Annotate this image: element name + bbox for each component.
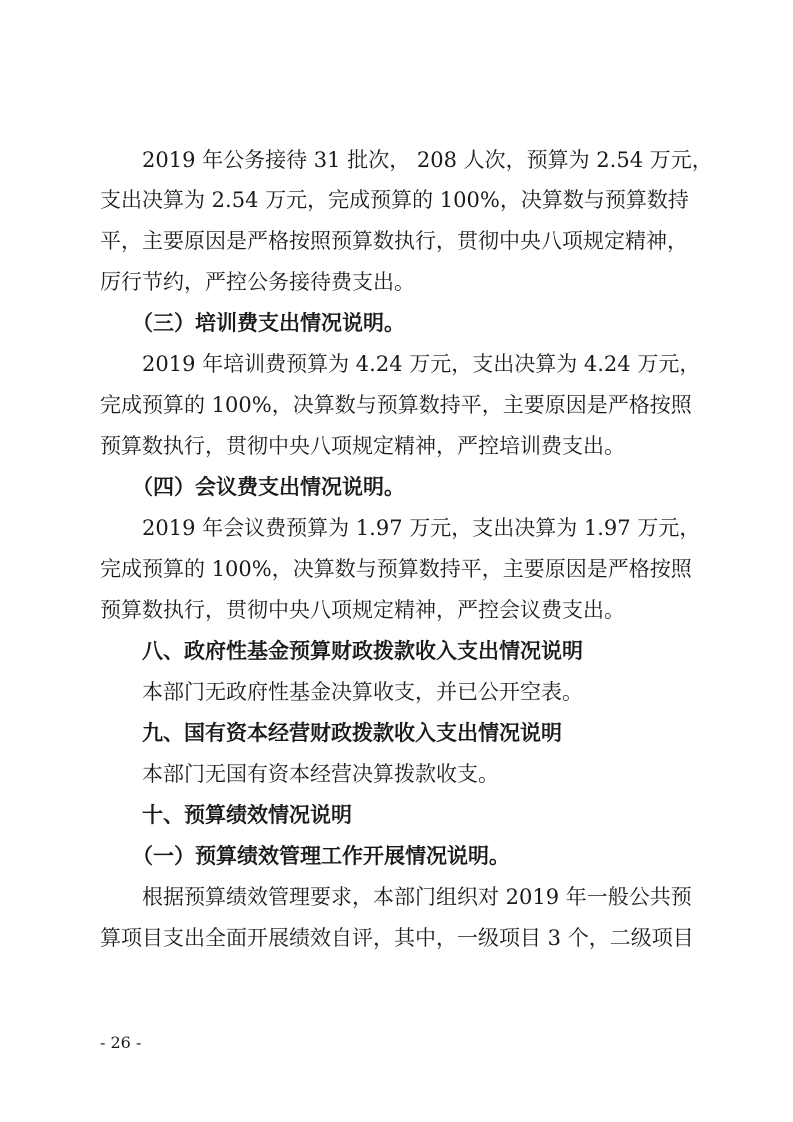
paragraph-text: 厉行节约，严控公务接待费支出。: [100, 270, 415, 294]
section-heading-text: 八、政府性基金预算财政拨款收入支出情况说明: [142, 639, 583, 663]
paragraph-text: 支出决算为 2.54 万元，完成预算的 100%，决算数与预算数持: [100, 188, 689, 212]
paragraph-line: [0, 672, 793, 712]
paragraph-line: [0, 877, 793, 917]
paragraph-line: [0, 180, 793, 220]
paragraph-text: 根据预算绩效管理要求，本部门组织对 2019 年一般公共预: [142, 885, 692, 909]
paragraph-text: 算项目支出全面开展绩效自评，其中，一级项目 3 个，二级项目: [100, 926, 694, 950]
paragraph-line: [0, 918, 793, 958]
section-heading: [0, 713, 793, 753]
paragraph-text: 2019 年会议费预算为 1.97 万元，支出决算为 1.97 万元，: [142, 516, 701, 540]
paragraph-text: 预算数执行，贯彻中央八项规定精神，严控培训费支出。: [100, 434, 625, 458]
paragraph-text: 完成预算的 100%，决算数与预算数持平，主要原因是严格按照: [100, 557, 692, 581]
paragraph-text: 平，主要原因是严格按照预算数执行，贯彻中央八项规定精神，: [100, 229, 688, 253]
paragraph-line: [0, 140, 793, 180]
paragraph-line: [0, 549, 793, 589]
section-heading: [0, 631, 793, 671]
paragraph-line: [0, 426, 793, 466]
paragraph-line: [0, 262, 793, 302]
section-heading-text: （四）会议费支出情况说明。: [132, 475, 405, 499]
section-heading-text: （三）培训费支出情况说明。: [132, 311, 405, 335]
paragraph-line: [0, 344, 793, 384]
section-heading: [0, 795, 793, 835]
paragraph-text: 完成预算的 100%，决算数与预算数持平，主要原因是严格按照: [100, 393, 692, 417]
page-number: - 26 -: [100, 1033, 142, 1052]
section-heading: [0, 836, 793, 876]
paragraph-text: 2019 年培训费预算为 4.24 万元，支出决算为 4.24 万元，: [142, 352, 701, 376]
paragraph-line: [0, 590, 793, 630]
section-heading: [0, 467, 793, 507]
paragraph-text: 本部门无国有资本经营决算拨款收支。: [142, 762, 499, 786]
section-heading-text: （一）预算绩效管理工作开展情况说明。: [132, 844, 510, 868]
paragraph-text: 2019 年公务接待 31 批次， 208 人次，预算为 2.54 万元，: [142, 148, 713, 172]
section-heading: [0, 303, 793, 343]
section-heading-text: 十、预算绩效情况说明: [142, 803, 352, 827]
paragraph-text: 预算数执行，贯彻中央八项规定精神，严控会议费支出。: [100, 598, 625, 622]
paragraph-line: [0, 508, 793, 548]
paragraph-line: [0, 385, 793, 425]
paragraph-text: 本部门无政府性基金决算收支，并已公开空表。: [142, 680, 583, 704]
section-heading-text: 九、国有资本经营财政拨款收入支出情况说明: [142, 721, 562, 745]
paragraph-line: [0, 221, 793, 261]
paragraph-line: [0, 754, 793, 794]
